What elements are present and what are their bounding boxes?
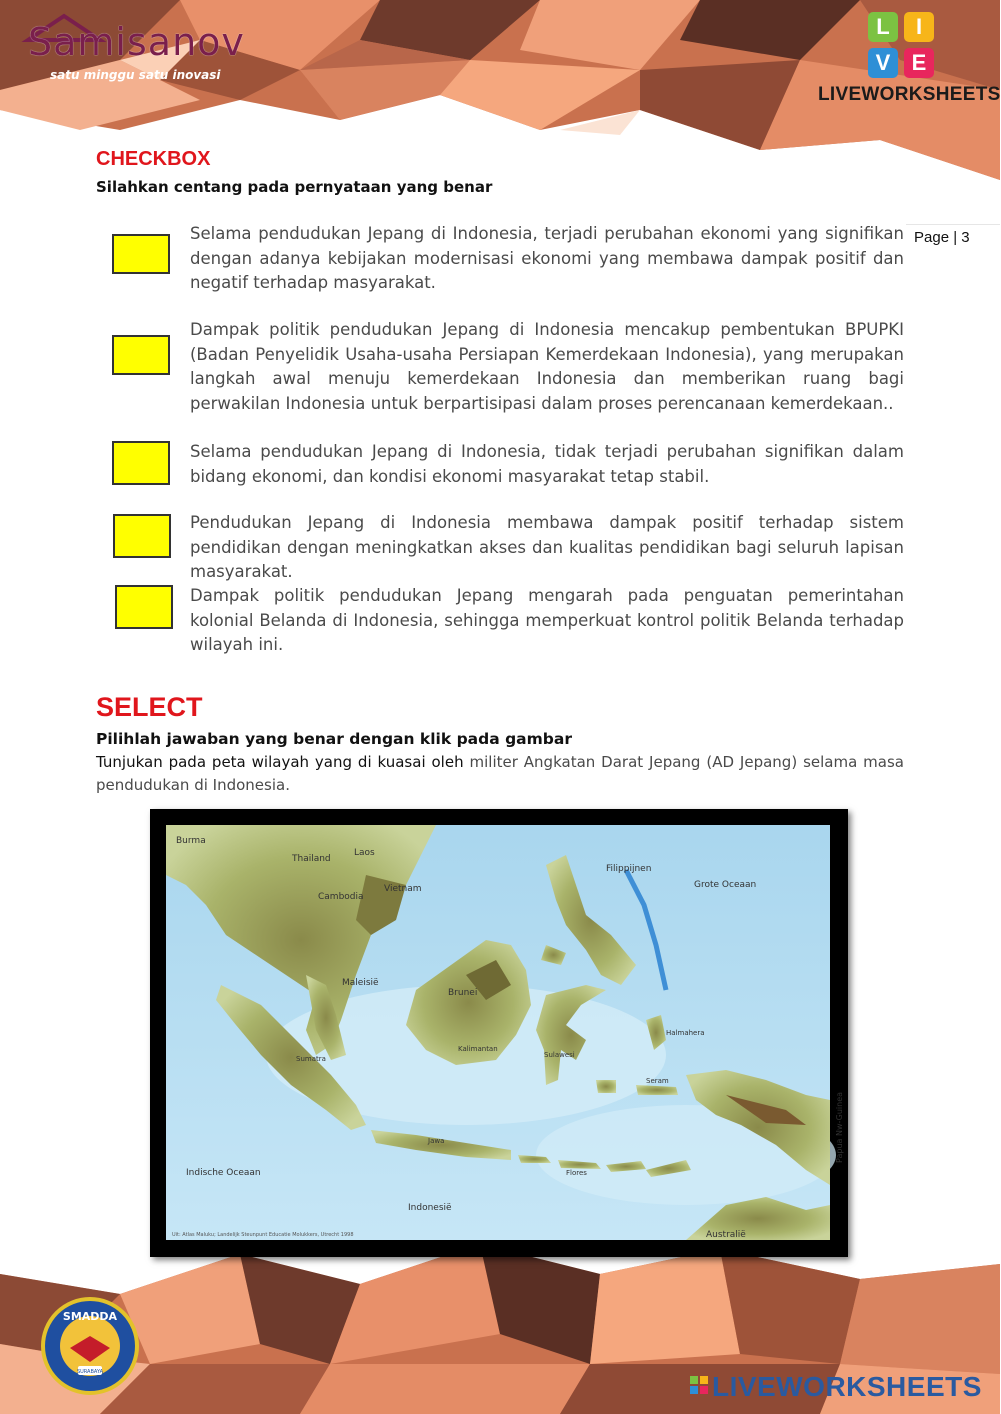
school-city: SURABAYA: [76, 1369, 104, 1375]
map-label-australie: Australië: [706, 1230, 746, 1240]
map-label-laos: Laos: [354, 848, 375, 858]
map-label-indonesie: Indonesië: [408, 1203, 452, 1213]
statement-checkbox-1[interactable]: [112, 234, 170, 274]
footer-live-tile-i: [700, 1376, 708, 1384]
map-label-thailand: Thailand: [292, 854, 331, 864]
indonesia-map[interactable]: [166, 825, 844, 1240]
map-label-kalimantan: Kalimantan: [458, 1045, 498, 1053]
checkbox-instruction: Silahkan centang pada pernyataan yang benar: [96, 178, 493, 196]
map-label-sumatra: Sumatra: [296, 1055, 326, 1063]
map-label-halmahera: Halmahera: [666, 1029, 705, 1037]
select-question: [96, 751, 904, 797]
samisanov-logo: [24, 12, 244, 92]
liveworksheets-logo: [868, 12, 938, 80]
brand-tagline: satu minggu satu inovasi: [50, 68, 221, 82]
map-label-burma: Burma: [176, 836, 206, 846]
map-label-maleisie: Maleisië: [342, 978, 379, 988]
footer-live-tile-v: [690, 1386, 698, 1394]
school-motto: SMADDA: [62, 1310, 118, 1323]
statement-checkbox-2[interactable]: [112, 335, 170, 375]
liveworksheets-wordmark: LIVEWORKSHEETS: [818, 84, 1001, 105]
select-instruction: Pilihlah jawaban yang benar dengan klik pada gambar: [96, 730, 572, 748]
page-number: Page | 3: [914, 229, 970, 246]
footer-liveworksheets-wordmark: LIVEWORKSHEETS: [712, 1371, 982, 1402]
map-label-vietnam: Vietnam: [384, 884, 422, 894]
map-label-jawa: Jawa: [428, 1137, 445, 1145]
page-divider: [906, 224, 1000, 225]
map-credit: Uit: Atlas Maluku; Landelijk Steunpunt Educatie Molukkers, Utrecht 1998: [172, 1232, 354, 1238]
statement-text-5: Dampak politik pendudukan Jepang mengarah pada penguatan pemerintahan kolonial Belanda di Indonesia, sehingga memperkuat kontrol politik Belanda terhadap wilayah ini.: [190, 586, 904, 654]
live-letter-i: I: [904, 12, 934, 42]
live-letter-e: E: [904, 48, 934, 78]
question-part-1: Tunjukan pada peta wilayah yang di kuasai oleh: [96, 753, 470, 771]
map-frame: [150, 809, 848, 1257]
checkbox-section-title: CHECKBOX: [96, 148, 211, 170]
statement-checkbox-3[interactable]: [112, 441, 170, 485]
map-label-cambodia: Cambodia: [318, 892, 364, 902]
statement-text-4: Pendudukan Jepang di Indonesia membawa dampak positif terhadap sistem pendidikan dengan meningkatkan akses dan kualitas pendidikan bagi seluruh lapisan masyarakat.: [190, 513, 904, 581]
footer-live-tile-l: [690, 1376, 698, 1384]
statement-text-1: Selama pendudukan Jepang di Indonesia, terjadi perubahan ekonomi yang signifikan dengan adanya kebijakan modernisasi ekonomi yang membawa dampak positif dan negatif terhadap masyarakat.: [190, 224, 904, 292]
brand-name: Samisanov: [28, 20, 245, 64]
live-letter-v: V: [868, 48, 898, 78]
live-letter-l: L: [868, 12, 898, 42]
statement-text-3: Selama pendudukan Jepang di Indonesia, tidak terjadi perubahan signifikan dalam bidang ekonomi, dan kondisi ekonomi masyarakat tetap stabil.: [190, 442, 904, 486]
map-label-papua: Papua Nw-Guinea: [835, 1091, 844, 1163]
school-emblem: [40, 1296, 140, 1396]
map-label-grote-oceaan: Grote Oceaan: [694, 880, 757, 890]
statement-text-2: Dampak politik pendudukan Jepang di Indonesia mencakup pembentukan BPUPKI (Badan Penyelidik Usaha-usaha Persiapan Kemerdekaan Indonesia), yang merupakan langkah awal menuju kemerdekaan Indonesia dan memberikan ruang bagi perwakilan Indonesia untuk berpartisipasi dalam proses perencanaan kemerdekaan..: [190, 320, 904, 413]
footer-liveworksheets-logo: [690, 1371, 990, 1404]
statement-checkbox-4[interactable]: [113, 514, 171, 558]
map-label-flores: Flores: [566, 1169, 587, 1177]
map-label-indische-oceaan: Indische Oceaan: [186, 1168, 261, 1178]
select-section-title: SELECT: [96, 692, 203, 722]
map-label-sulawesi: Sulawesi: [544, 1051, 575, 1059]
statement-checkbox-5[interactable]: [115, 585, 173, 629]
map-label-seram: Seram: [646, 1077, 669, 1085]
map-label-brunei: Brunei: [448, 988, 478, 998]
question-part-2: militer Angkatan Darat Jepang (AD Jepang) selama masa pendudukan di Indonesia.: [96, 753, 904, 794]
map-label-filippijnen: Filippijnen: [606, 864, 652, 874]
footer-live-tile-e: [700, 1386, 708, 1394]
